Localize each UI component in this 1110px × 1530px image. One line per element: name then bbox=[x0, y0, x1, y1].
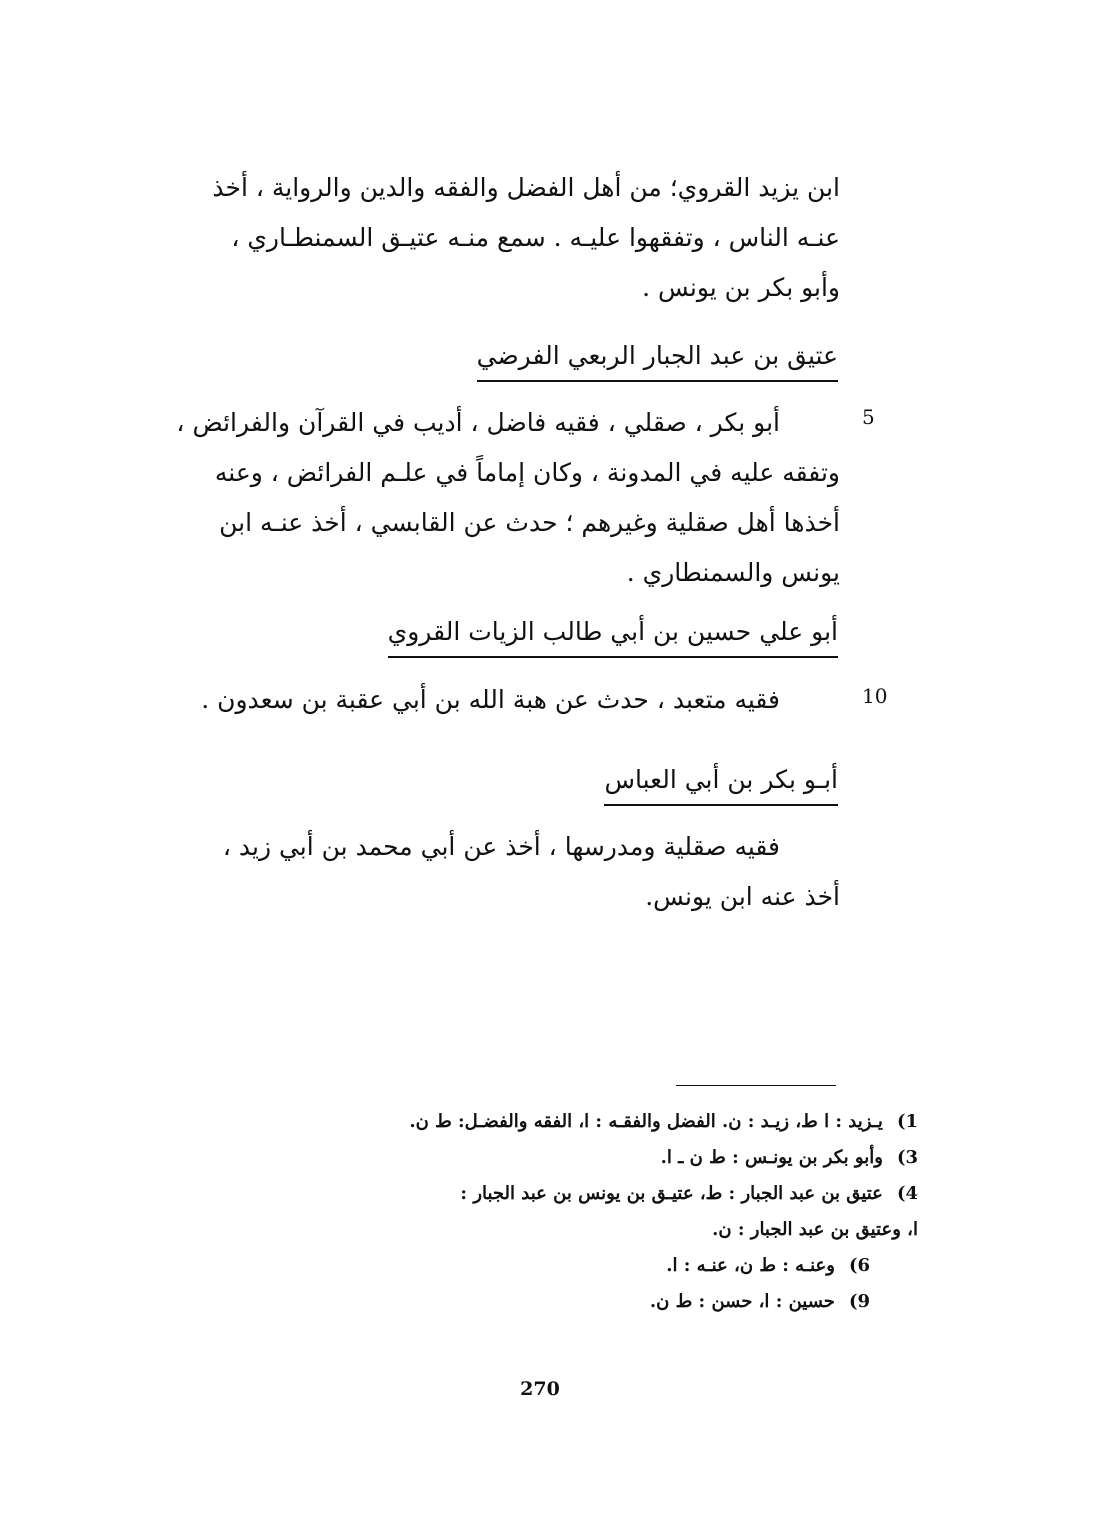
footnote-item bbox=[188, 1140, 918, 1176]
section-heading-1: عتيق بن عبد الجبار الربعي الفرضي bbox=[477, 336, 838, 382]
section-paragraph-2 bbox=[190, 675, 840, 725]
section-paragraph-1 bbox=[176, 398, 840, 598]
footnote-item bbox=[188, 1284, 918, 1320]
footnote-text: وعنـه : ط ن، عنـه : ا. bbox=[666, 1255, 835, 1276]
footnote-separator bbox=[676, 1085, 836, 1086]
section-paragraph-3 bbox=[190, 822, 840, 922]
text-line: ابن يزيد القروي؛ من أهل الفضل والفقه والدين والرواية ، أخذ bbox=[212, 173, 840, 202]
line-number-10: 10 bbox=[862, 684, 888, 708]
text-line: يونس والسمنطاري . bbox=[626, 558, 840, 587]
text-line: وتفقه عليه في المدونة ، وكان إماماً في علـم الفرائض ، وعنه bbox=[214, 458, 840, 487]
page-number: 270 bbox=[520, 1378, 560, 1400]
footnote-text: حسين : ا، حسن : ط ن. bbox=[649, 1291, 835, 1312]
footnote-number: 3) bbox=[896, 1147, 918, 1168]
footnote-item bbox=[188, 1176, 918, 1212]
footnote-number: 9) bbox=[848, 1291, 870, 1312]
text-line: أبو بكر ، صقلي ، فقيه فاضل ، أديب في القرآن والفرائض ، bbox=[176, 408, 780, 437]
text-line: أخذ عنه ابن يونس. bbox=[645, 882, 840, 911]
footnote-number: 6) bbox=[848, 1255, 870, 1276]
footnote-number: 1) bbox=[896, 1111, 918, 1132]
text-line: عنـه الناس ، وتفقهوا عليـه . سمع منـه عتيـق السمنطـاري ، bbox=[231, 223, 840, 252]
text-line: فقيه صقلية ومدرسها ، أخذ عن أبي محمد بن أبي زيد ، bbox=[222, 832, 780, 861]
footnote-text: وأبو بكر بن يونـس : ط ن ـ ا. bbox=[660, 1147, 883, 1168]
text-line: وأبو بكر بن يونس . bbox=[642, 273, 840, 302]
footnote-text: يـزيد : ا ط، زيـد : ن. الفضل والفقـه : ا، الفقه والفضـل: ط ن. bbox=[409, 1111, 883, 1132]
footnote-item bbox=[188, 1248, 918, 1284]
footnote-text: عتيق بن عبد الجبار : ط، عتيـق بن يونس بن عبد الجبار : bbox=[460, 1183, 883, 1204]
entry-paragraph-1 bbox=[190, 163, 840, 313]
line-number-5: 5 bbox=[862, 405, 875, 429]
section-heading-3: أبـو بكر بن أبي العباس bbox=[604, 760, 838, 806]
footnote-text: ا، وعتيق بن عبد الجبار : ن. bbox=[712, 1219, 918, 1240]
footnote-item bbox=[188, 1104, 918, 1140]
section-heading-2: أبو علي حسين بن أبي طالب الزيات القروي bbox=[388, 612, 838, 658]
footnote-number: 4) bbox=[896, 1183, 918, 1204]
text-line: فقيه متعبد ، حدث عن هبة الله بن أبي عقبة بن سعدون . bbox=[201, 685, 780, 714]
text-line: أخذها أهل صقلية وغيرهم ؛ حدث عن القابسي ، أخذ عنـه ابن bbox=[219, 508, 840, 537]
footnote-continuation bbox=[188, 1212, 918, 1248]
footnotes bbox=[188, 1104, 918, 1320]
